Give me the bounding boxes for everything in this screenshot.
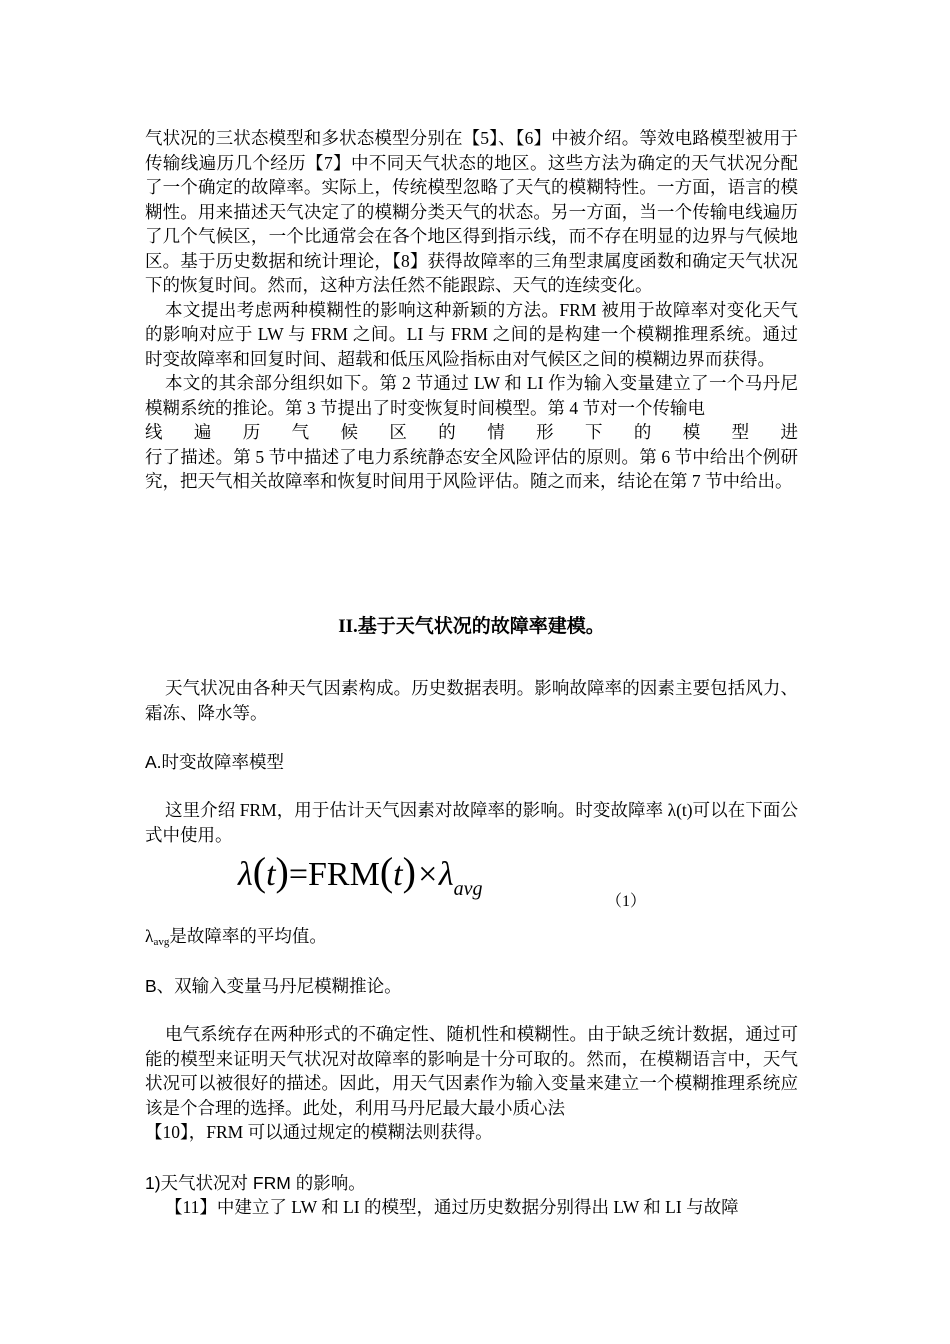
lambda-avg-definition	[145, 924, 798, 955]
equation-times-lambda: ×λ	[415, 856, 454, 893]
equation-lambda: λ	[238, 856, 253, 893]
intro-paragraph-3-spread-line: 线 遍 历 气 候 区 的 情 形 下 的 模 型 进	[145, 422, 798, 442]
intro-section	[145, 126, 798, 494]
subsection-a-paragraph-block	[145, 798, 798, 847]
lambda-avg-symbol: λ	[145, 926, 154, 946]
intro-paragraph-1: 气状况的三状态模型和多状态模型分别在【5】、【6】中被介绍。等效电路模型被用于传输线遍历几个经历【7】中不同天气状态的地区。这些方法为确定的天气状况分配了一个确定的故障率。实际上，传统模型忽略了天气的模糊特性。一方面，语言的模糊性。用来描述天气决定了的模糊分类天气的状态。另一方面，当一个传输电线遍历了几个气候区，一个比通常会在各个地区得到指示线，而不存在明显的边界与气候地区。基于历史数据和统计理论，【8】获得故障率的三角型隶属度函数和确定天气状况下的恢复时间。然而，这种方法任然不能跟踪、天气的连续变化。	[145, 128, 798, 295]
subsection-b-paragraph-block	[145, 1022, 798, 1145]
equation-number: （1）	[606, 893, 647, 910]
lambda-avg-text: 是故障率的平均值。	[169, 926, 327, 946]
item-1-paragraph: 【11】中建立了 LW 和 LI 的模型，通过历史数据分别得出 LW 和 LI 与故障	[165, 1197, 739, 1217]
section-2-intro-paragraph: 天气状况由各种天气因素构成。历史数据表明。影响故障率的因素主要包括风力、霜冻、降水等。	[145, 678, 798, 723]
subsection-b-heading: B、双输入变量马丹尼模糊推论。	[145, 976, 402, 996]
equation-frm: =FRM	[288, 856, 380, 893]
lambda-avg-subscript: avg	[153, 936, 170, 948]
equation-close-paren-2: )	[402, 849, 416, 894]
item-1-heading: 1)天气状况对 FRM 的影响。	[145, 1173, 366, 1193]
section-2-heading: II.基于天气状况的故障率建模。	[338, 616, 605, 637]
equation-1	[238, 848, 483, 901]
intro-paragraph-3	[145, 371, 798, 494]
subsection-b-paragraph-main: 电气系统存在两种形式的不确定性、随机性和模糊性。由于缺乏统计数据，通过可能的模型来证明天气状况对故障率的影响是十分可取的。然而，在模糊语言中，天气状况可以被很好的描述。因此，用天气因素作为输入变量来建立一个模糊推理系统应该是个合理的选择。此处，利用马丹尼最大最小质心法	[145, 1024, 798, 1118]
section-2-intro	[145, 676, 798, 725]
equation-t: t	[266, 856, 276, 893]
lambda-avg-line	[145, 924, 798, 955]
equation-t-2: t	[393, 856, 403, 893]
equation-open-paren-2: (	[379, 849, 394, 894]
subsection-b-paragraph-tail: 【10】，FRM 可以通过规定的模糊法则获得。	[145, 1122, 493, 1142]
subsection-a-paragraph: 这里介绍 FRM，用于估计天气因素对故障率的影响。时变故障率 λ(t)可以在下面公式中使用。	[145, 800, 798, 845]
subsection-b-paragraph	[145, 1022, 798, 1120]
equation-close-paren: )	[275, 849, 289, 894]
intro-paragraph-3-end: 行了描述。第 5 节中描述了电力系统静态安全风险评估的原则。第 6 节中给出个例研究，把天气相关故障率和恢复时间用于风险评估。随之而来，结论在第 7 节中给出。	[145, 446, 798, 491]
equation-open-paren: (	[252, 849, 267, 894]
item-1-paragraph-block	[145, 1195, 798, 1220]
intro-paragraph-3-start: 本文的其余部分组织如下。第 2 节通过 LW 和 LI 作为输入变量建立了一个马丹尼模糊系统的推论。第 3 节提出了时变恢复时间模型。第 4 节对一个传输电	[145, 373, 798, 418]
subsection-a-heading: A.时变故障率模型	[145, 752, 285, 772]
equation-avg-subscript: avg	[453, 878, 483, 900]
intro-paragraph-2: 本文提出考虑两种模糊性的影响这种新颖的方法。FRM 被用于故障率对变化天气的影响对应于 LW 与 FRM 之间。LI 与 FRM 之间的是构建一个模糊推理系统。通过时变故障率和回复时间、超载和低压风险指标由对气候区之间的模糊边界而获得。	[145, 299, 798, 369]
